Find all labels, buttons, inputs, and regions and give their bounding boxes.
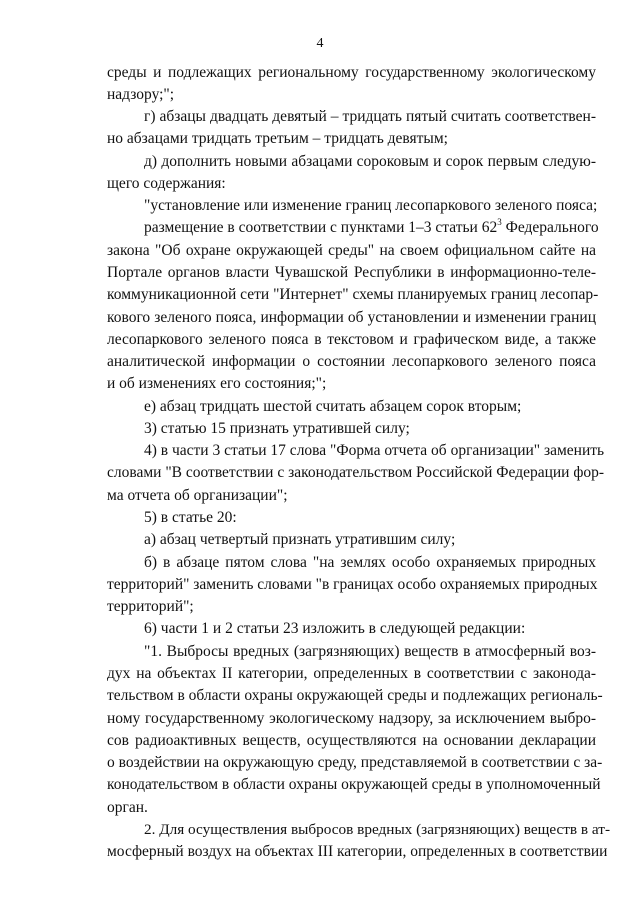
text-line-24: территорий" заменить словами "в границах особо охраняемых природных [107, 576, 598, 593]
text-line-17: 3) статью 15 признать утратившей силу; [144, 420, 410, 437]
text-line-28: дух на объектах II категории, определенных в соответствии с законода- [107, 665, 596, 682]
text-line-31: сов радиоактивных веществ, осуществляются на основании декларации [107, 732, 596, 749]
text-line-9: закона "Об охране окружающей среды" на своем официальном сайте на [107, 242, 596, 259]
text-line-11: коммуникационной сети "Интернет" схемы планируемых границ лесопар- [107, 286, 599, 303]
text-line-29: тельством в области охраны окружающей среды и подлежащих региональ- [107, 687, 603, 704]
text-line-10: Портале органов власти Чувашской Республики в информационно-теле- [107, 264, 596, 281]
text-line-32: о воздействии на окружающую среду, представляемой в соответствии с за- [107, 754, 603, 771]
text-line-18: 4) в части 3 статьи 17 слова "Форма отчета об организации" заменить [144, 442, 605, 459]
text-line-25: территорий"; [107, 598, 194, 615]
text-line-26: 6) части 1 и 2 статьи 23 изложить в следующей редакции: [144, 620, 526, 637]
text-line-8-end: Федерального [501, 219, 599, 236]
text-line-33: конодательством в области охраны окружающей среды в уполномоченный [107, 776, 601, 793]
page-number: 4 [316, 36, 324, 51]
text-line-2: надзору;"; [107, 86, 175, 103]
text-line-23: б) в абзаце пятом слова "на землях особо охраняемых природных [144, 554, 596, 571]
text-line-15: и об изменениях его состояния;"; [107, 375, 327, 392]
text-line-13: лесопаркового зеленого пояса в текстовом и графическом виде, а также [107, 331, 596, 348]
text-line-34: орган. [107, 799, 148, 816]
text-line-36: мосферный воздух на объектах III категории, определенных в соответствии [107, 843, 608, 860]
superscript-article-number: 3 [497, 217, 502, 227]
text-line-22: а) абзац четвертый признать утратившим силу; [144, 531, 456, 548]
text-line-12: кового зеленого пояса, информации об установлении и изменении границ [107, 309, 596, 326]
text-line-27: "1. Выбросы вредных (загрязняющих) веществ в атмосферный воз- [144, 643, 596, 660]
text-line-6: щего содержания: [107, 175, 226, 192]
text-line-1: среды и подлежащих региональному государственному экологическому [107, 64, 596, 81]
text-line-30: ному государственному экологическому надзору, за исключением выбро- [107, 710, 596, 727]
text-line-14: аналитической информации о состоянии лесопаркового зеленого пояса [107, 353, 596, 370]
text-line-8-start: размещение в соответствии с пунктами 1–3 статьи 62 [144, 219, 498, 236]
text-line-7: "установление или изменение границ лесопаркового зеленого пояса; [144, 197, 598, 214]
text-line-21: 5) в статье 20: [144, 509, 237, 526]
text-line-35: 2. Для осуществления выбросов вредных (загрязняющих) веществ в ат- [144, 821, 611, 838]
text-line-16: е) абзац тридцать шестой считать абзацем сорок вторым; [144, 398, 522, 415]
text-line-5: д) дополнить новыми абзацами сороковым и сорок первым следую- [144, 153, 596, 170]
text-line-20: ма отчета об организации"; [107, 487, 288, 504]
text-line-19: словами "В соответствии с законодательством Российской Федерации фор- [107, 464, 605, 481]
text-line-3: г) абзацы двадцать девятый – тридцать пятый считать соответствен- [144, 108, 596, 125]
text-line-4: но абзацами тридцать третьим – тридцать девятым; [107, 130, 448, 147]
text-line-8 [144, 217, 599, 236]
